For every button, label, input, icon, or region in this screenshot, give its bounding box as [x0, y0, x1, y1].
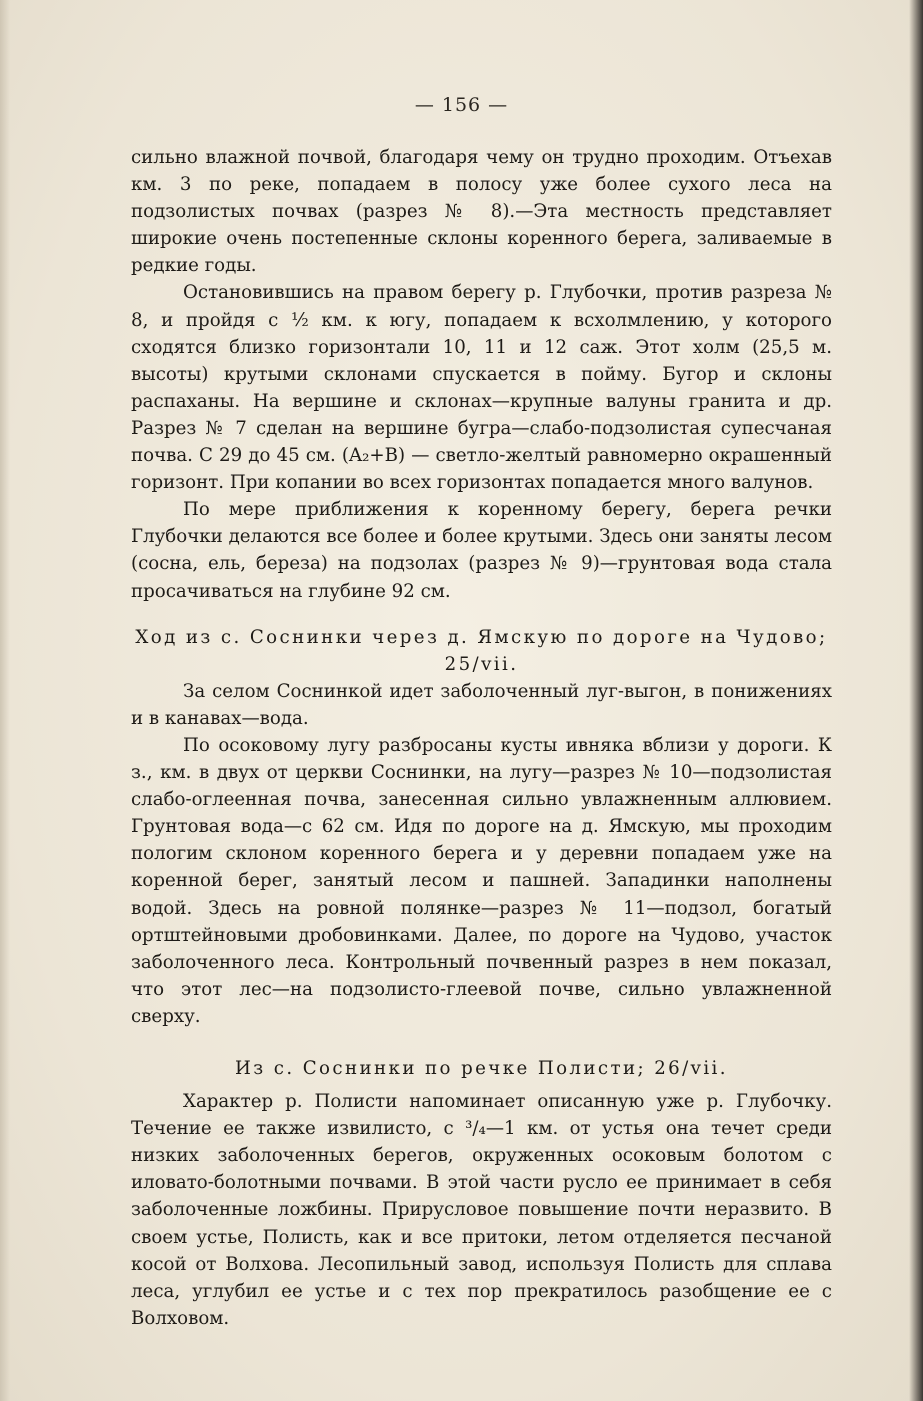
paragraph-polist-river: Характер р. Полисти напоминает описанную уже р. Глубочку. Течение ее также извилисто, с ³/₄—1 км. от устья она течет среди низких заболоченных берегов, окруженных осоковым болотом с иловато-болотными почвами. В этой части русло ее принимает в себя заболоченные ложбины. Прирусловое повышение почти неразвито. В своем устье, Полисть, как и все притоки, летом отделяется песчаной косой от Волхова. Лесопильный завод, используя Полисть для сплава леса, углубил ее устье и с тех пор прекратилось разобщение ее с Волховом. — [131, 1091, 832, 1329]
paragraph-meadow: За селом Соснинкой идет заболоченный луг-выгон, в понижениях и в канавах—вода. — [131, 680, 832, 729]
page-number: — 156 — — [414, 94, 509, 116]
section-heading-polist: Из с. Соснинки по речке Полисти; 26/vii. — [235, 1058, 728, 1079]
page-right-edge-shadow — [909, 0, 923, 1401]
page-left-edge — [0, 0, 10, 1401]
paragraph-sedge-meadow: По осоковому лугу разбросаны кусты ивняка вблизи у дороги. К з., км. в двух от церкви Соснинки, на лугу—разрез № 10—подзолистая слабо-оглеенная почва, занесенная сильно увлажненным аллювием. Грунтовая вода—с 62 см. Идя по дороге на д. Ямскую, мы проходим пологим склоном коренного берега и у деревни попадаем уже на коренной берег, занятый лесом и пашней. Западинки наполнены водой. Здесь на ровной полянке—разрез № 11—подзол, богатый ортштейновыми дробовинками. Далее, по дороге на Чудово, участок заболоченного леса. Контрольный почвенный разрез в нем показал, что этот лес—на подзолисто-глеевой почве, сильно увлажненной сверху. — [131, 734, 832, 1027]
section-heading-yamskaya: Ход из с. Соснинки через д. Ямскую по дороге на Чудово; 25/vii. — [135, 626, 828, 675]
paragraph-glubochka-banks: По мере приближения к коренному берегу, берега речки Глубочки делаются все более и более крутыми. Здесь они заняты лесом (сосна, ель, береза) на подзолах (разрез № 9)—грунтовая вода стала просачиваться на глубине 92 см. — [131, 499, 832, 602]
paragraph-glubochka-hill: Остановившись на правом берегу р. Глубочки, против разреза № 8, и пройдя с ½ км. к югу, попадаем к всхолмлению, у которого сходятся близко горизонтали 10, 11 и 12 саж. Этот холм (25,5 м. высоты) крутыми склонами спускается в пойму. Бугор и склоны распаханы. На вершине и склонах—крупные валуны гранита и др. Разрез № 7 сделан на вершине бугра—слабо-подзолистая супесчаная почва. С 29 до 45 см. (A₂+B) — светло-желтый равномерно окрашенный горизонт. При копании во всех горизонтах попадается много валунов. — [131, 282, 832, 494]
paragraph-continuation: сильно влажной почвой, благодаря чему он трудно проходим. Отъехав км. 3 по реке, попадаем в полосу уже более сухого леса на подзолистых почвах (разрез № 8).—Эта местность представляет широкие очень постепенные склоны коренного берега, заливаемые в редкие годы. — [131, 147, 832, 277]
body-text — [131, 144, 832, 1332]
